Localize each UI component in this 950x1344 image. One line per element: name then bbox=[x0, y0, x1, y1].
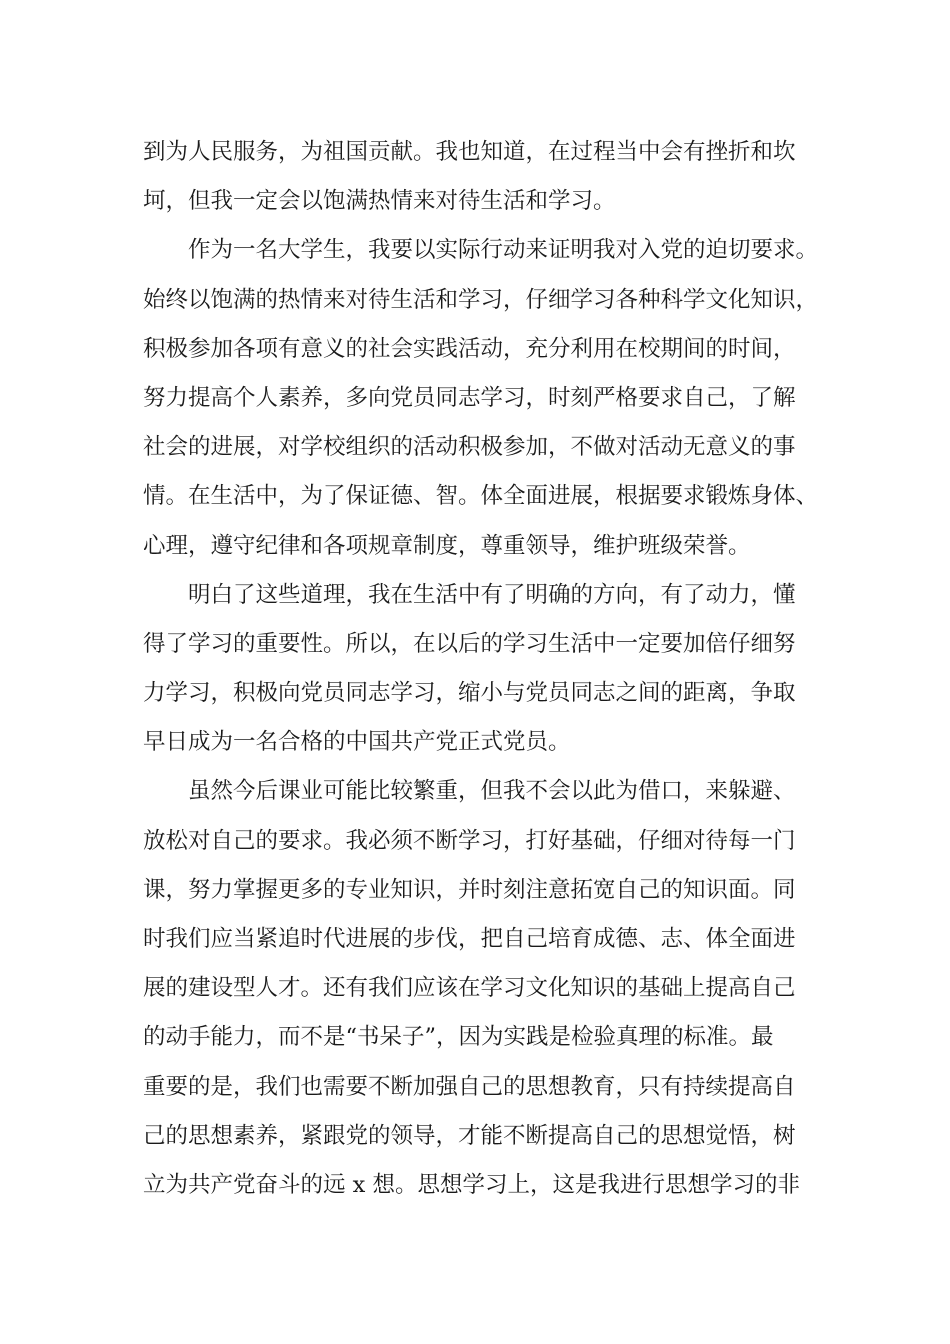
text-line: 时我们应当紧追时代进展的步伐，把自己培育成德、志、体全面进 bbox=[143, 926, 796, 952]
text-line: 展的建设型人才。还有我们应该在学习文化知识的基础上提高自己 bbox=[143, 975, 796, 1002]
text-line: 努力提高个人素养，多向党员同志学习，时刻严格要求自己，了解 bbox=[143, 384, 796, 411]
text-line: 积极参加各项有意义的社会实践活动，充分利用在校期间的时间， bbox=[143, 335, 796, 362]
text-line: 己的思想素养，紧跟党的领导，才能不断提高自己的思想觉悟，树 bbox=[143, 1122, 796, 1149]
text-line: 到为人民服务，为祖国贡献。我也知道，在过程当中会有挫折和坎 bbox=[143, 139, 796, 165]
text-line: 得了学习的重要性。所以，在以后的学习生活中一定要加倍仔细努 bbox=[143, 630, 796, 657]
text-line: 放松对自己的要求。我必须不断学习，打好基础，仔细对待每一门 bbox=[143, 827, 796, 854]
text-line: 课，努力掌握更多的专业知识，并时刻注意拓宽自己的知识面。同 bbox=[143, 876, 796, 903]
text-line: 早日成为一名合格的中国共产党正式党员。 bbox=[143, 729, 571, 756]
text-line: 立为共产党奋斗的远 x 想。思想学习上，这是我进行思想学习的非 bbox=[143, 1171, 800, 1198]
text-line: 情。在生活中，为了保证德、智。体全面进展，根据要求锻炼身体、 bbox=[143, 483, 819, 510]
paragraph-start-line: 明白了这些道理，我在生活中有了明确的方向，有了动力，懂 bbox=[188, 581, 796, 608]
text-line: 社会的进展，对学校组织的活动积极参加，不做对活动无意义的事 bbox=[143, 434, 796, 461]
text-line: 始终以饱满的热情来对待生活和学习，仔细学习各种科学文化知识， bbox=[143, 286, 819, 313]
text-line: 重要的是，我们也需要不断加强自己的思想教育，只有持续提高自 bbox=[143, 1073, 796, 1100]
text-line: 坷，但我一定会以饱满热情来对待生活和学习。 bbox=[143, 188, 616, 215]
text-line: 力学习，积极向党员同志学习，缩小与党员同志之间的距离，争取 bbox=[143, 680, 796, 707]
paragraph-start-line: 作为一名大学生，我要以实际行动来证明我对入党的迫切要求。 bbox=[188, 237, 819, 264]
text-line: 的动手能力，而不是“书呆子”，因为实践是检验真理的标准。最 bbox=[143, 1024, 774, 1051]
body-text bbox=[143, 128, 823, 1210]
paragraph-start-line: 虽然今后课业可能比较繁重，但我不会以此为借口，来躲避、 bbox=[188, 778, 796, 805]
text-line: 心理，遵守纪律和各项规章制度，尊重领导，维护班级荣誉。 bbox=[143, 532, 751, 559]
